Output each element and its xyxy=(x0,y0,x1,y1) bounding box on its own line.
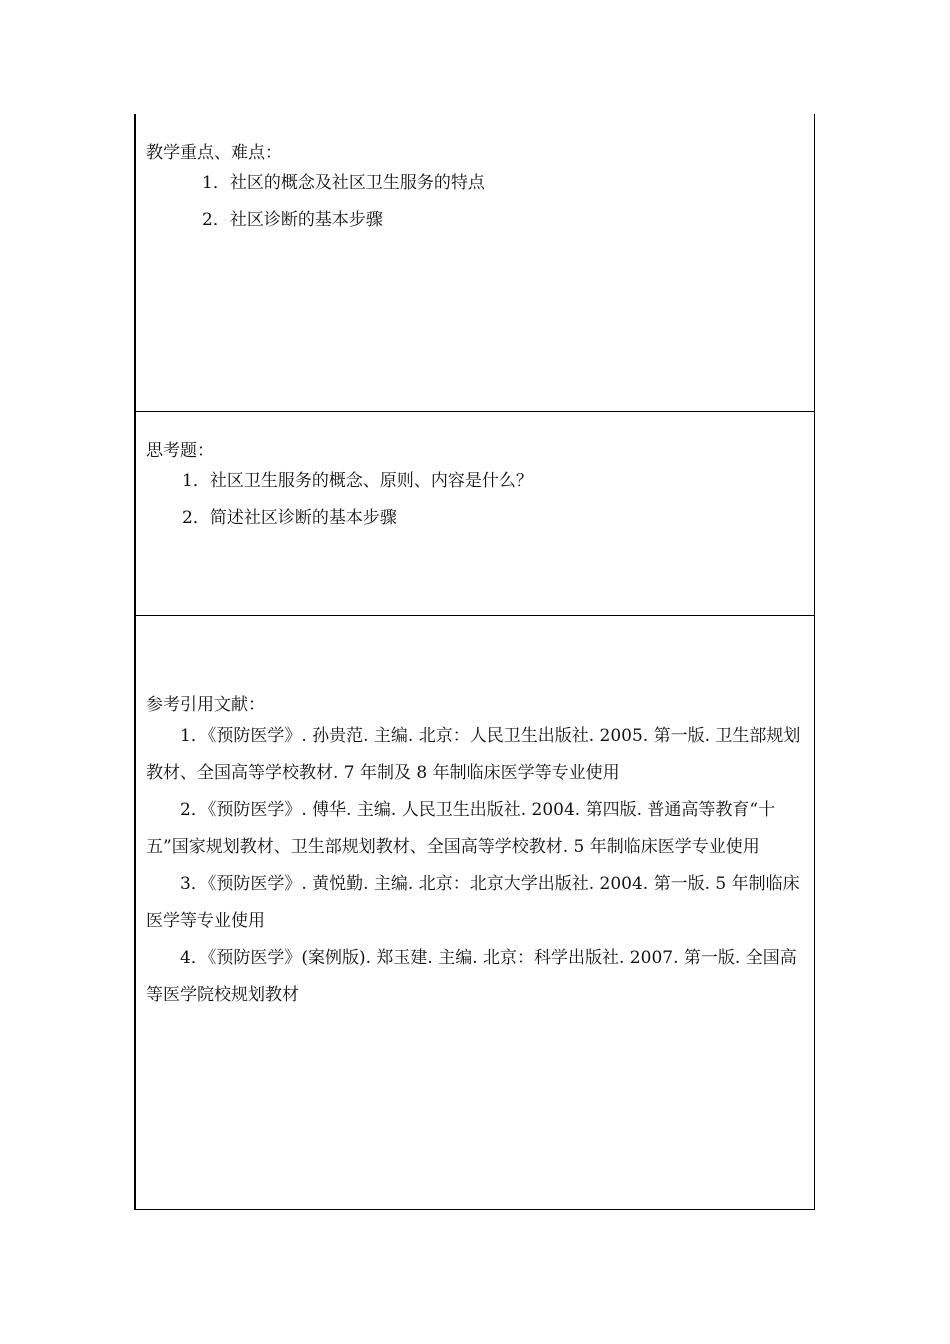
references-heading: 参考引用文献： xyxy=(146,695,265,715)
questions-cell xyxy=(136,412,814,616)
key-points-heading: 教学重点、难点： xyxy=(146,143,282,163)
key-points-cell xyxy=(136,114,814,412)
question-item: 1．社区卫生服务的概念、原则、内容是什么？ xyxy=(182,471,533,491)
reference-item: 4．《预防医学》(案例版). 郑玉建. 主编. 北京：科学出版社. 2007. 第一版. 全国高等医学院校规划教材 xyxy=(146,948,797,1005)
reference-item: 1．《预防医学》. 孙贵范. 主编. 北京：人民卫生出版社. 2005. 第一版. 卫生部规划教材、全国高等学校教材. 7 年制及 8 年制临床医学等专业使用 xyxy=(146,726,801,783)
question-item: 2．简述社区诊断的基本步骤 xyxy=(182,508,397,528)
key-point-item: 1．社区的概念及社区卫生服务的特点 xyxy=(202,173,485,193)
questions-heading: 思考题： xyxy=(146,441,214,461)
reference-item: 3．《预防医学》. 黄悦勤. 主编. 北京：北京大学出版社. 2004. 第一版. 5 年制临床医学等专业使用 xyxy=(146,874,800,931)
references-cell xyxy=(136,616,814,1209)
key-point-item: 2．社区诊断的基本步骤 xyxy=(202,210,383,230)
lesson-plan-table xyxy=(134,114,815,1210)
reference-item: 2．《预防医学》. 傅华. 主编. 人民卫生出版社. 2004. 第四版. 普通高等教育“十五”国家规划教材、卫生部规划教材、全国高等学校教材. 5 年制临床医学专业使用 xyxy=(146,800,776,857)
